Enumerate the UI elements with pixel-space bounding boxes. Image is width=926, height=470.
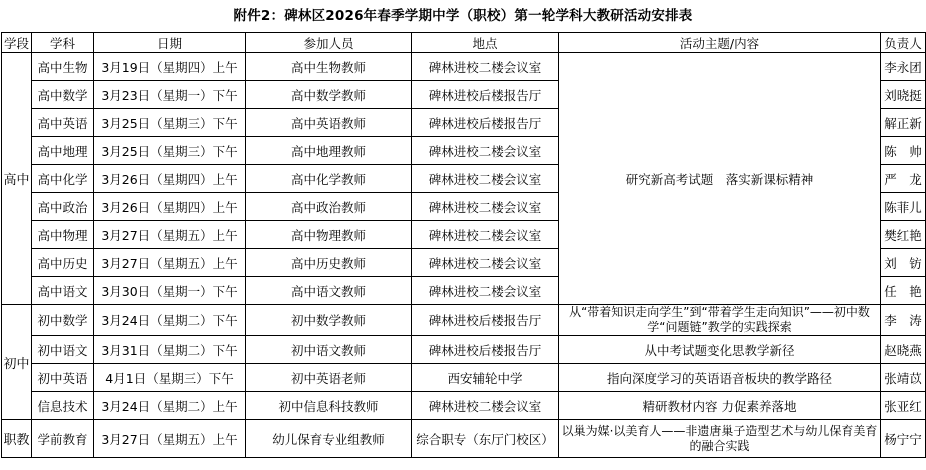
table-row bbox=[2, 53, 926, 81]
header-theme: 活动主题/内容 bbox=[559, 33, 881, 53]
participants-cell: 高中物理教师 bbox=[246, 221, 412, 249]
schedule-table bbox=[1, 32, 926, 458]
header-row bbox=[2, 33, 926, 53]
location-cell: 碑林进校二楼会议室 bbox=[412, 137, 559, 165]
theme-cell: 从“带着知识走向学生”到“带着学生走向知识”——初中数学“问题链”教学的实践探索 bbox=[559, 305, 881, 336]
date-cell: 3月27日（星期五）上午 bbox=[94, 249, 246, 277]
participants-cell: 初中信息科技教师 bbox=[246, 392, 412, 420]
participants-cell: 高中语文教师 bbox=[246, 277, 412, 305]
location-cell: 碑林进校二楼会议室 bbox=[412, 392, 559, 420]
date-cell: 3月30日（星期一）下午 bbox=[94, 277, 246, 305]
subject-cell: 学前教育 bbox=[32, 420, 94, 458]
subject-cell: 高中数学 bbox=[32, 81, 94, 109]
subject-cell: 高中化学 bbox=[32, 165, 94, 193]
page-title: 附件2：碑林区2026年春季学期中学（职校）第一轮学科大教研活动安排表 bbox=[233, 8, 693, 24]
location-cell: 综合职专（东厅门校区） bbox=[412, 420, 559, 458]
header-date: 日期 bbox=[94, 33, 246, 53]
lead-cell: 张亚红 bbox=[881, 392, 926, 420]
participants-cell: 幼儿保育专业组教师 bbox=[246, 420, 412, 458]
location-cell: 碑林进校二楼会议室 bbox=[412, 249, 559, 277]
date-cell: 3月25日（星期三）下午 bbox=[94, 137, 246, 165]
date-cell: 3月24日（星期二）下午 bbox=[94, 305, 246, 336]
participants-cell: 高中历史教师 bbox=[246, 249, 412, 277]
subject-cell: 高中语文 bbox=[32, 277, 94, 305]
location-cell: 碑林进校二楼会议室 bbox=[412, 165, 559, 193]
header-subject: 学科 bbox=[32, 33, 94, 53]
table-row bbox=[2, 392, 926, 420]
participants-cell: 初中英语老师 bbox=[246, 364, 412, 392]
participants-cell: 高中化学教师 bbox=[246, 165, 412, 193]
location-cell: 碑林进校二楼会议室 bbox=[412, 193, 559, 221]
subject-cell: 高中物理 bbox=[32, 221, 94, 249]
theme-cell: 精研教材内容 力促素养落地 bbox=[559, 392, 881, 420]
theme-cell: 指向深度学习的英语语音板块的教学路径 bbox=[559, 364, 881, 392]
date-cell: 3月25日（星期三）下午 bbox=[94, 109, 246, 137]
participants-cell: 高中生物教师 bbox=[246, 53, 412, 81]
subject-cell: 高中政治 bbox=[32, 193, 94, 221]
lead-cell: 陈 帅 bbox=[881, 137, 926, 165]
subject-cell: 高中地理 bbox=[32, 137, 94, 165]
table-row bbox=[2, 420, 926, 458]
subject-cell: 高中历史 bbox=[32, 249, 94, 277]
participants-cell: 高中英语教师 bbox=[246, 109, 412, 137]
location-cell: 碑林进校二楼会议室 bbox=[412, 53, 559, 81]
lead-cell: 李 涛 bbox=[881, 305, 926, 336]
date-cell: 3月27日（星期五）上午 bbox=[94, 420, 246, 458]
stage-cell: 初中 bbox=[2, 305, 32, 420]
subject-cell: 高中英语 bbox=[32, 109, 94, 137]
location-cell: 碑林进校后楼报告厅 bbox=[412, 305, 559, 336]
subject-cell: 高中生物 bbox=[32, 53, 94, 81]
lead-cell: 李永团 bbox=[881, 53, 926, 81]
header-participants: 参加人员 bbox=[246, 33, 412, 53]
lead-cell: 杨宁宁 bbox=[881, 420, 926, 458]
location-cell: 西安辅轮中学 bbox=[412, 364, 559, 392]
header-stage: 学段 bbox=[2, 33, 32, 53]
stage-cell: 职教 bbox=[2, 420, 32, 458]
location-cell: 碑林进校二楼会议室 bbox=[412, 277, 559, 305]
lead-cell: 严 龙 bbox=[881, 165, 926, 193]
date-cell: 3月23日（星期一）下午 bbox=[94, 81, 246, 109]
location-cell: 碑林进校后楼报告厅 bbox=[412, 109, 559, 137]
subject-cell: 初中数学 bbox=[32, 305, 94, 336]
lead-cell: 刘晓挺 bbox=[881, 81, 926, 109]
lead-cell: 解正新 bbox=[881, 109, 926, 137]
table-row bbox=[2, 364, 926, 392]
participants-cell: 初中数学教师 bbox=[246, 305, 412, 336]
stage-cell: 高中 bbox=[2, 53, 32, 305]
date-cell: 3月26日（星期四）上午 bbox=[94, 193, 246, 221]
header-lead: 负责人 bbox=[881, 33, 926, 53]
date-cell: 4月1日（星期三）下午 bbox=[94, 364, 246, 392]
lead-cell: 陈菲儿 bbox=[881, 193, 926, 221]
participants-cell: 高中数学教师 bbox=[246, 81, 412, 109]
date-cell: 3月19日（星期四）上午 bbox=[94, 53, 246, 81]
participants-cell: 初中语文教师 bbox=[246, 336, 412, 364]
lead-cell: 刘 钫 bbox=[881, 249, 926, 277]
date-cell: 3月26日（星期四）上午 bbox=[94, 165, 246, 193]
table-row bbox=[2, 305, 926, 336]
theme-cell: 以巢为媒·以美育人——非遗唐巢子造型艺术与幼儿保育美育的融合实践 bbox=[559, 420, 881, 458]
lead-cell: 樊红艳 bbox=[881, 221, 926, 249]
header-location: 地点 bbox=[412, 33, 559, 53]
theme-cell: 从中考试题变化思教学新径 bbox=[559, 336, 881, 364]
participants-cell: 高中地理教师 bbox=[246, 137, 412, 165]
participants-cell: 高中政治教师 bbox=[246, 193, 412, 221]
location-cell: 碑林进校二楼会议室 bbox=[412, 221, 559, 249]
location-cell: 碑林进校后楼报告厅 bbox=[412, 81, 559, 109]
table-row bbox=[2, 336, 926, 364]
subject-cell: 信息技术 bbox=[32, 392, 94, 420]
table-body bbox=[2, 53, 926, 458]
lead-cell: 任 艳 bbox=[881, 277, 926, 305]
lead-cell: 赵晓燕 bbox=[881, 336, 926, 364]
shared-theme-cell: 研究新高考试题 落实新课标精神 bbox=[559, 53, 881, 305]
date-cell: 3月27日（星期五）上午 bbox=[94, 221, 246, 249]
subject-cell: 初中语文 bbox=[32, 336, 94, 364]
subject-cell: 初中英语 bbox=[32, 364, 94, 392]
location-cell: 碑林进校后楼报告厅 bbox=[412, 336, 559, 364]
date-cell: 3月24日（星期二）上午 bbox=[94, 392, 246, 420]
date-cell: 3月31日（星期二）下午 bbox=[94, 336, 246, 364]
lead-cell: 张靖苡 bbox=[881, 364, 926, 392]
